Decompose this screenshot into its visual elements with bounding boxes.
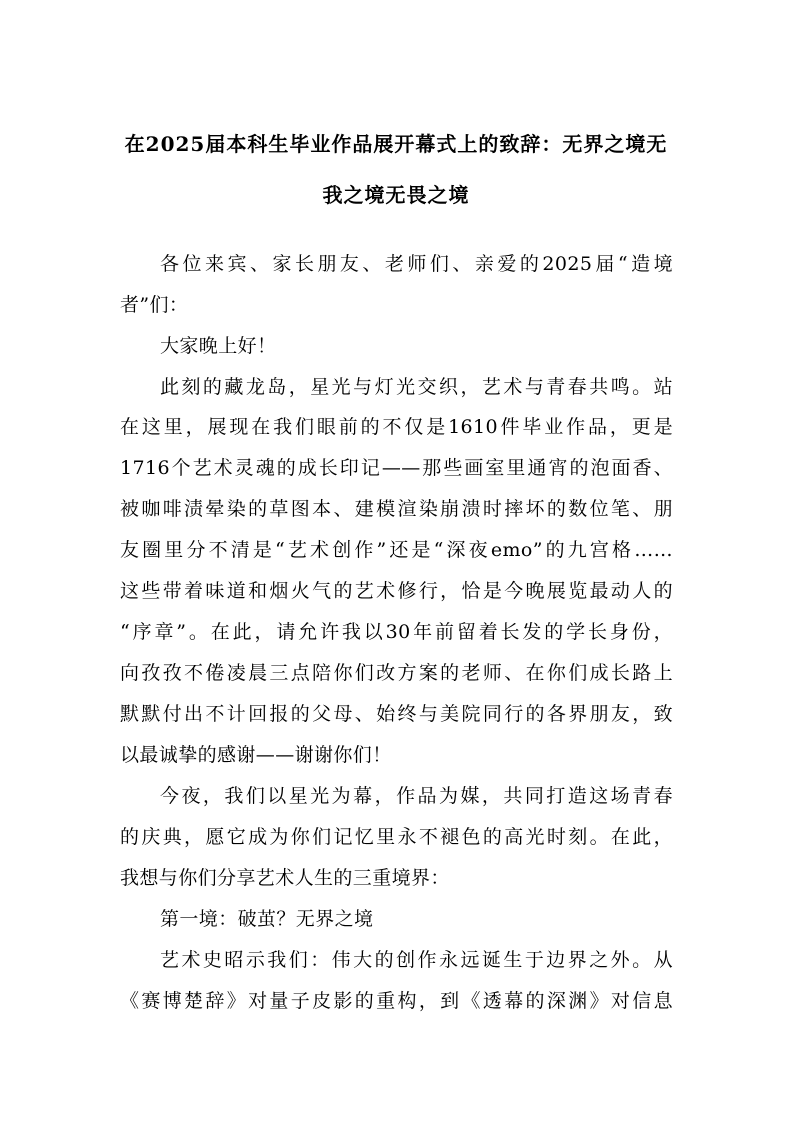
salutation-line-1: 各位来宾、家长朋友、老师们、亲爱的2025届“造境 [160,253,673,275]
paragraph-1-line-3: 1716个艺术灵魂的成长印记——那些画室里通宵的泡面香、 [120,457,673,479]
paragraph-2-line-2: 的庆典，愿它成为你们记忆里永不褪色的高光时刻。在此， [120,826,673,848]
paragraph-3-line-1: 艺术史昭示我们：伟大的创作永远诞生于边界之外。从 [160,949,673,971]
salutation-line-2: 者”们： [120,294,189,316]
paragraph-1-line-10: 以最诚挚的感谢——谢谢你们！ [120,744,392,766]
paragraph-1-line-1: 此刻的藏龙岛，星光与灯光交织，艺术与青春共鸣。站 [160,376,673,398]
section-heading-1: 第一境：破茧？无界之境 [160,908,374,930]
paragraph-1-line-6: 这些带着味道和烟火气的艺术修行，恰是今晚展览最动人的 [120,580,673,602]
paragraph-1-line-9: 默默付出不计回报的父母、始终与美院同行的各界朋友，致 [120,703,673,725]
greeting-line: 大家晚上好！ [160,335,277,357]
document-title-line-2: 我之境无畏之境 [322,183,470,207]
paragraph-1-line-4: 被咖啡渍晕染的草图本、建模渲染崩溃时摔坏的数位笔、朋 [120,498,673,520]
paragraph-2-line-1: 今夜，我们以星光为幕，作品为媒，共同打造这场青春 [160,785,673,807]
document-title-line-1: 在2025届本科生毕业作品展开幕式上的致辞：无界之境无 [124,132,668,156]
paragraph-1-line-5: 友圈里分不清是“艺术创作”还是“深夜emo”的九宫格…… [120,539,673,561]
paragraph-1-line-2: 在这里，展现在我们眼前的不仅是1610件毕业作品，更是 [120,416,673,438]
paragraph-1-line-7: “序章”。在此，请允许我以30年前留着长发的学长身份， [120,621,673,643]
paragraph-1-line-8: 向孜孜不倦凌晨三点陪你们改方案的老师、在你们成长路上 [120,662,673,684]
paragraph-3-line-2: 《赛博楚辞》对量子皮影的重构，到《透幕的深渊》对信息 [120,990,673,1012]
paragraph-2-line-3: 我想与你们分享艺术人生的三重境界： [120,867,450,889]
